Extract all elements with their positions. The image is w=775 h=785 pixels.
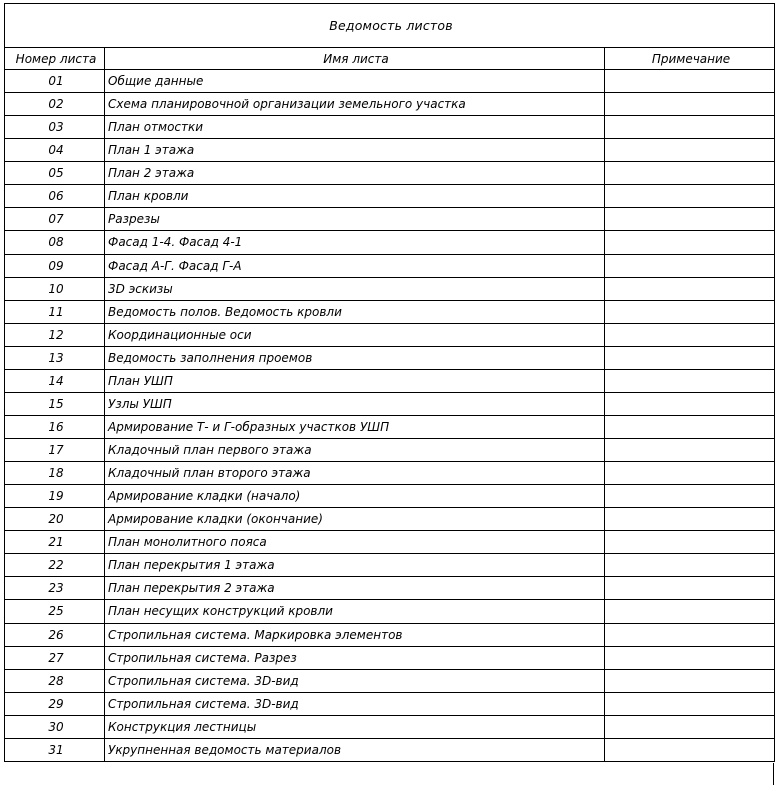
sheet-name-cell: Стропильная система. Маркировка элементов xyxy=(105,623,605,646)
sheet-note-cell xyxy=(605,323,775,346)
sheet-number-cell: 20 xyxy=(5,508,105,531)
sheet-number-cell: 25 xyxy=(5,600,105,623)
sheet-note-cell xyxy=(605,254,775,277)
sheet-name-cell: План перекрытия 1 этажа xyxy=(105,554,605,577)
title-row xyxy=(5,4,775,48)
header-row xyxy=(5,48,775,70)
table-row xyxy=(5,577,775,600)
table-row xyxy=(5,231,775,254)
sheet-name-cell: Армирование кладки (начало) xyxy=(105,485,605,508)
sheet-note-cell xyxy=(605,415,775,438)
sheet-name-cell: План УШП xyxy=(105,369,605,392)
table-row xyxy=(5,162,775,185)
sheet-name-cell: Укрупненная ведомость материалов xyxy=(105,738,605,761)
sheet-number-cell: 31 xyxy=(5,738,105,761)
sheet-name-cell: Разрезы xyxy=(105,208,605,231)
sheet-name-cell: Ведомость заполнения проемов xyxy=(105,346,605,369)
sheet-number-cell: 11 xyxy=(5,300,105,323)
header-note: Примечание xyxy=(605,48,775,70)
sheet-note-cell xyxy=(605,208,775,231)
sheet-number-cell: 15 xyxy=(5,392,105,415)
sheet-name-cell: Общие данные xyxy=(105,70,605,93)
sheet-list-document xyxy=(4,3,774,763)
table-row xyxy=(5,738,775,761)
sheet-note-cell xyxy=(605,508,775,531)
sheet-note-cell xyxy=(605,162,775,185)
sheet-number-cell: 19 xyxy=(5,485,105,508)
table-row xyxy=(5,323,775,346)
sheet-name-cell: Армирование кладки (окончание) xyxy=(105,508,605,531)
sheet-note-cell xyxy=(605,439,775,462)
frame-edge-line xyxy=(773,763,774,785)
table-row xyxy=(5,508,775,531)
sheet-name-cell: План 2 этажа xyxy=(105,162,605,185)
sheet-number-cell: 13 xyxy=(5,346,105,369)
sheet-note-cell xyxy=(605,715,775,738)
sheet-name-cell: Ведомость полов. Ведомость кровли xyxy=(105,300,605,323)
table-row xyxy=(5,70,775,93)
sheet-note-cell xyxy=(605,139,775,162)
sheet-number-cell: 08 xyxy=(5,231,105,254)
sheet-name-cell: План отмостки xyxy=(105,116,605,139)
sheet-note-cell xyxy=(605,70,775,93)
header-number: Номер листа xyxy=(5,48,105,70)
table-row xyxy=(5,139,775,162)
table-row xyxy=(5,600,775,623)
sheet-name-cell: Координационные оси xyxy=(105,323,605,346)
table-row xyxy=(5,554,775,577)
sheet-note-cell xyxy=(605,600,775,623)
sheet-note-cell xyxy=(605,231,775,254)
table-row xyxy=(5,462,775,485)
sheet-note-cell xyxy=(605,277,775,300)
sheet-note-cell xyxy=(605,531,775,554)
sheet-name-cell: 3D эскизы xyxy=(105,277,605,300)
table-row xyxy=(5,116,775,139)
sheet-number-cell: 21 xyxy=(5,531,105,554)
sheet-note-cell xyxy=(605,93,775,116)
sheet-name-cell: Стропильная система. 3D-вид xyxy=(105,692,605,715)
table-row xyxy=(5,277,775,300)
sheet-name-cell: Армирование Т- и Г-образных участков УШП xyxy=(105,415,605,438)
sheet-number-cell: 06 xyxy=(5,185,105,208)
table-row xyxy=(5,439,775,462)
sheet-number-cell: 01 xyxy=(5,70,105,93)
sheet-name-cell: Фасад 1-4. Фасад 4-1 xyxy=(105,231,605,254)
sheet-number-cell: 04 xyxy=(5,139,105,162)
table-row xyxy=(5,623,775,646)
sheet-note-cell xyxy=(605,462,775,485)
sheet-note-cell xyxy=(605,554,775,577)
table-row xyxy=(5,93,775,116)
sheet-note-cell xyxy=(605,392,775,415)
sheet-name-cell: Схема планировочной организации земельного участка xyxy=(105,93,605,116)
sheet-note-cell xyxy=(605,577,775,600)
table-row xyxy=(5,300,775,323)
sheet-note-cell xyxy=(605,738,775,761)
sheet-number-cell: 09 xyxy=(5,254,105,277)
table-row xyxy=(5,346,775,369)
sheet-name-cell: План несущих конструкций кровли xyxy=(105,600,605,623)
sheet-number-cell: 18 xyxy=(5,462,105,485)
sheet-note-cell xyxy=(605,623,775,646)
sheet-name-cell: Стропильная система. 3D-вид xyxy=(105,669,605,692)
table-title: Ведомость листов xyxy=(5,4,775,48)
table-row xyxy=(5,369,775,392)
sheet-number-cell: 30 xyxy=(5,715,105,738)
table-row xyxy=(5,415,775,438)
sheet-name-cell: План перекрытия 2 этажа xyxy=(105,577,605,600)
sheet-number-cell: 27 xyxy=(5,646,105,669)
sheet-name-cell: Кладочный план второго этажа xyxy=(105,462,605,485)
sheet-note-cell xyxy=(605,369,775,392)
sheet-number-cell: 03 xyxy=(5,116,105,139)
sheet-number-cell: 26 xyxy=(5,623,105,646)
sheet-name-cell: Фасад А-Г. Фасад Г-А xyxy=(105,254,605,277)
sheet-number-cell: 02 xyxy=(5,93,105,116)
sheet-number-cell: 22 xyxy=(5,554,105,577)
table-row xyxy=(5,485,775,508)
table-row xyxy=(5,208,775,231)
sheet-name-cell: Кладочный план первого этажа xyxy=(105,439,605,462)
sheet-number-cell: 29 xyxy=(5,692,105,715)
sheet-number-cell: 16 xyxy=(5,415,105,438)
sheet-number-cell: 12 xyxy=(5,323,105,346)
table-row xyxy=(5,392,775,415)
sheet-note-cell xyxy=(605,646,775,669)
sheet-note-cell xyxy=(605,346,775,369)
sheet-note-cell xyxy=(605,669,775,692)
sheet-note-cell xyxy=(605,485,775,508)
sheet-name-cell: План монолитного пояса xyxy=(105,531,605,554)
table-row xyxy=(5,669,775,692)
sheet-name-cell: Конструкция лестницы xyxy=(105,715,605,738)
table-row xyxy=(5,531,775,554)
sheet-number-cell: 07 xyxy=(5,208,105,231)
sheet-number-cell: 14 xyxy=(5,369,105,392)
sheet-number-cell: 17 xyxy=(5,439,105,462)
table-row xyxy=(5,254,775,277)
sheet-number-cell: 10 xyxy=(5,277,105,300)
sheet-note-cell xyxy=(605,185,775,208)
sheet-name-cell: Узлы УШП xyxy=(105,392,605,415)
sheet-number-cell: 28 xyxy=(5,669,105,692)
table-row xyxy=(5,646,775,669)
table-row xyxy=(5,715,775,738)
sheet-number-cell: 23 xyxy=(5,577,105,600)
table-row xyxy=(5,185,775,208)
table-row xyxy=(5,692,775,715)
sheet-name-cell: План 1 этажа xyxy=(105,139,605,162)
sheet-note-cell xyxy=(605,300,775,323)
sheet-number-cell: 05 xyxy=(5,162,105,185)
sheet-name-cell: Стропильная система. Разрез xyxy=(105,646,605,669)
sheet-note-cell xyxy=(605,116,775,139)
sheet-name-cell: План кровли xyxy=(105,185,605,208)
header-name: Имя листа xyxy=(105,48,605,70)
sheet-note-cell xyxy=(605,692,775,715)
sheet-list-table xyxy=(4,3,775,762)
